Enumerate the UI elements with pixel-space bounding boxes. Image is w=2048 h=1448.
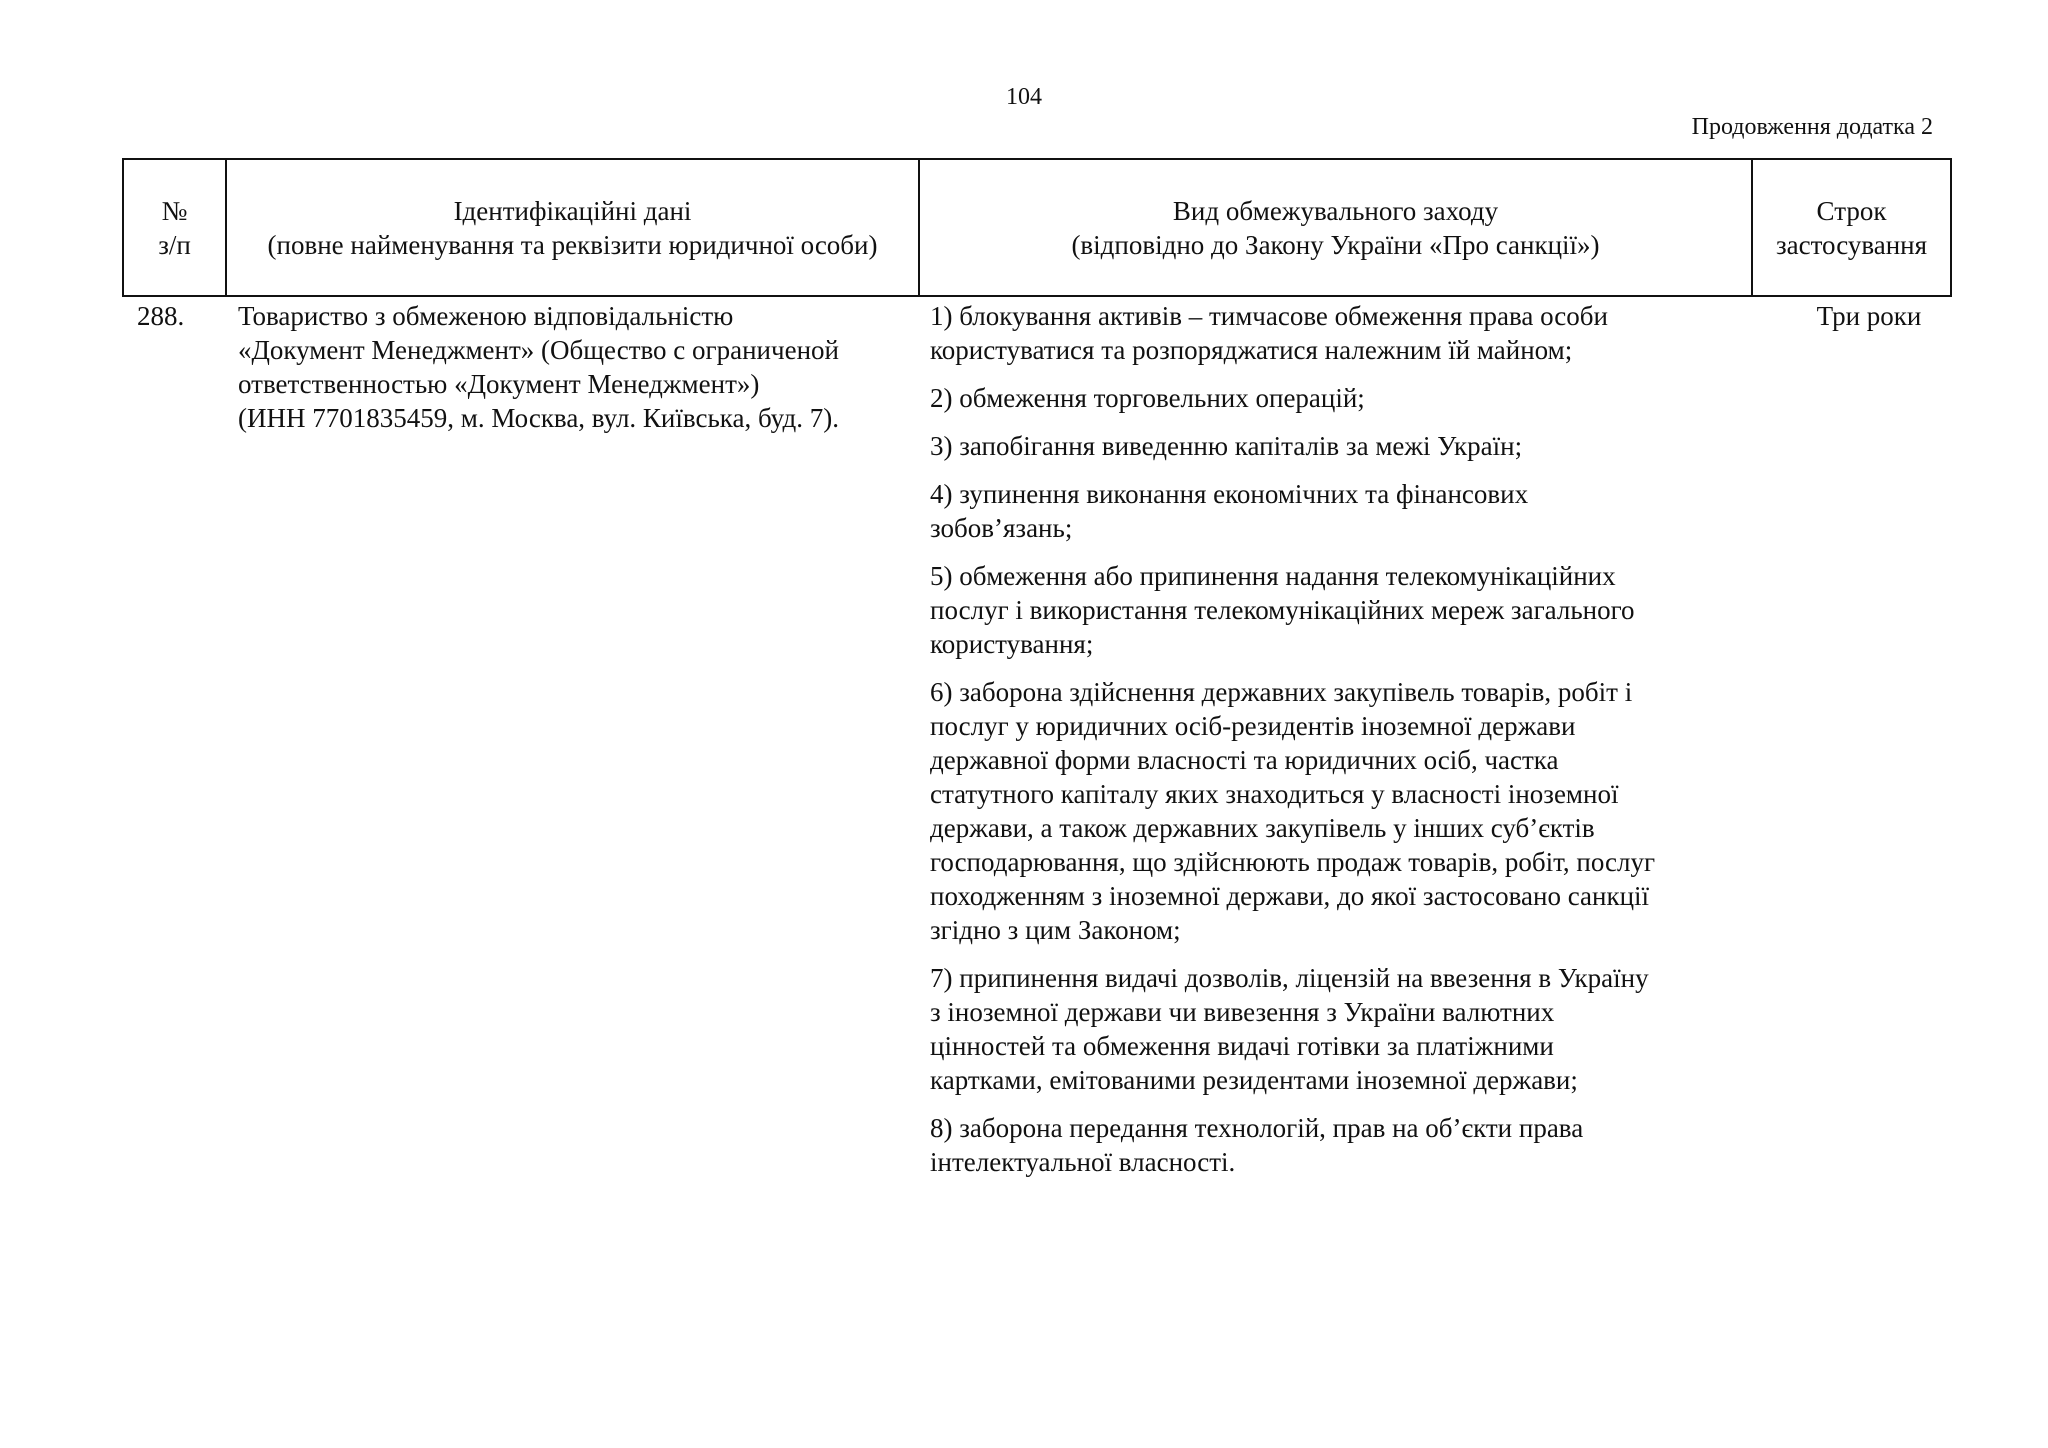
entity-line: Товариство з обмеженою відповідальністю (238, 301, 734, 331)
header-measure-line: Вид обмежувального заходу (1172, 195, 1499, 226)
measure-line: держави, а також державних закупівель у інших суб’єктів (930, 813, 1595, 843)
measure-line: послуг у юридичних осіб-резидентів іноземної держави (930, 711, 1576, 741)
header-identification (227, 160, 920, 295)
entity-line: (ИНН 7701835459, м. Москва, вул. Київська, буд. 7). (238, 403, 839, 433)
measure-item (930, 559, 1760, 661)
measure-item (930, 675, 1760, 947)
header-term-line: застосування (1775, 229, 1928, 260)
measure-item (930, 381, 1760, 415)
measure-line: господарювання, що здійснюють продаж товарів, робіт, послуг (930, 847, 1656, 877)
measure-line: 6) заборона здійснення державних закупівель товарів, робіт і (930, 677, 1633, 707)
header-number-line: з/п (158, 229, 191, 260)
measure-item (930, 429, 1760, 463)
row-number: 288. (137, 301, 185, 331)
measure-item (930, 1111, 1760, 1179)
measure-item (930, 299, 1760, 367)
page-number: 104 (1006, 84, 1042, 110)
measures-list (930, 299, 1760, 1193)
measure-line: з іноземної держави чи вивезення з України валютних (930, 997, 1555, 1027)
entity-line: «Документ Менеджмент» (Общество с ограниченой (238, 335, 839, 365)
measure-line: 7) припинення видачі дозволів, ліцензій на ввезення в Україну (930, 963, 1649, 993)
header-identification-line: Ідентифікаційні дані (453, 195, 692, 226)
header-measure-line: (відповідно до Закону України «Про санкції») (1071, 229, 1600, 260)
measure-line: походженням з іноземної держави, до якої застосовано санкції (930, 881, 1650, 911)
header-identification-line: (повне найменування та реквізити юридичної особи) (267, 229, 878, 260)
header-measure-type (920, 160, 1753, 295)
table-header (122, 158, 1952, 297)
measure-item (930, 477, 1760, 545)
entity-identification (238, 299, 918, 435)
measure-line: 1) блокування активів – тимчасове обмеження права особи (930, 301, 1608, 331)
measure-line: користування; (930, 629, 1094, 659)
header-number-line: № (161, 195, 188, 226)
measure-line: 4) зупинення виконання економічних та фінансових (930, 479, 1529, 509)
term-value: Три роки (1816, 301, 1922, 331)
measure-line: 8) заборона передання технологій, прав на об’єкти права (930, 1113, 1584, 1143)
measure-line: статутного капіталу яких знаходиться у власності іноземної (930, 779, 1619, 809)
entity-line: ответственностью «Документ Менеджмент») (238, 369, 760, 399)
continuation-label: Продовження додатка 2 (1691, 114, 1933, 140)
header-number (124, 160, 227, 295)
measure-line: 5) обмеження або припинення надання телекомунікаційних (930, 561, 1616, 591)
measure-line: зобов’язань; (930, 513, 1073, 543)
measure-line: державної форми власності та юридичних осіб, частка (930, 745, 1559, 775)
measure-line: 3) запобігання виведенню капіталів за межі Україн; (930, 431, 1523, 461)
measure-line: цінностей та обмеження видачі готівки за платіжними (930, 1031, 1554, 1061)
measure-line: інтелектуальної власності. (930, 1147, 1236, 1177)
measure-line: 2) обмеження торговельних операцій; (930, 383, 1365, 413)
header-term (1753, 160, 1950, 295)
header-term-line: Строк (1816, 195, 1887, 226)
measure-line: послуг і використання телекомунікаційних мереж загального (930, 595, 1635, 625)
measure-item (930, 961, 1760, 1097)
measure-line: картками, емітованими резидентами іноземної держави; (930, 1065, 1578, 1095)
measure-line: користуватися та розпоряджатися належним їй майном; (930, 335, 1573, 365)
measure-line: згідно з цим Законом; (930, 915, 1181, 945)
